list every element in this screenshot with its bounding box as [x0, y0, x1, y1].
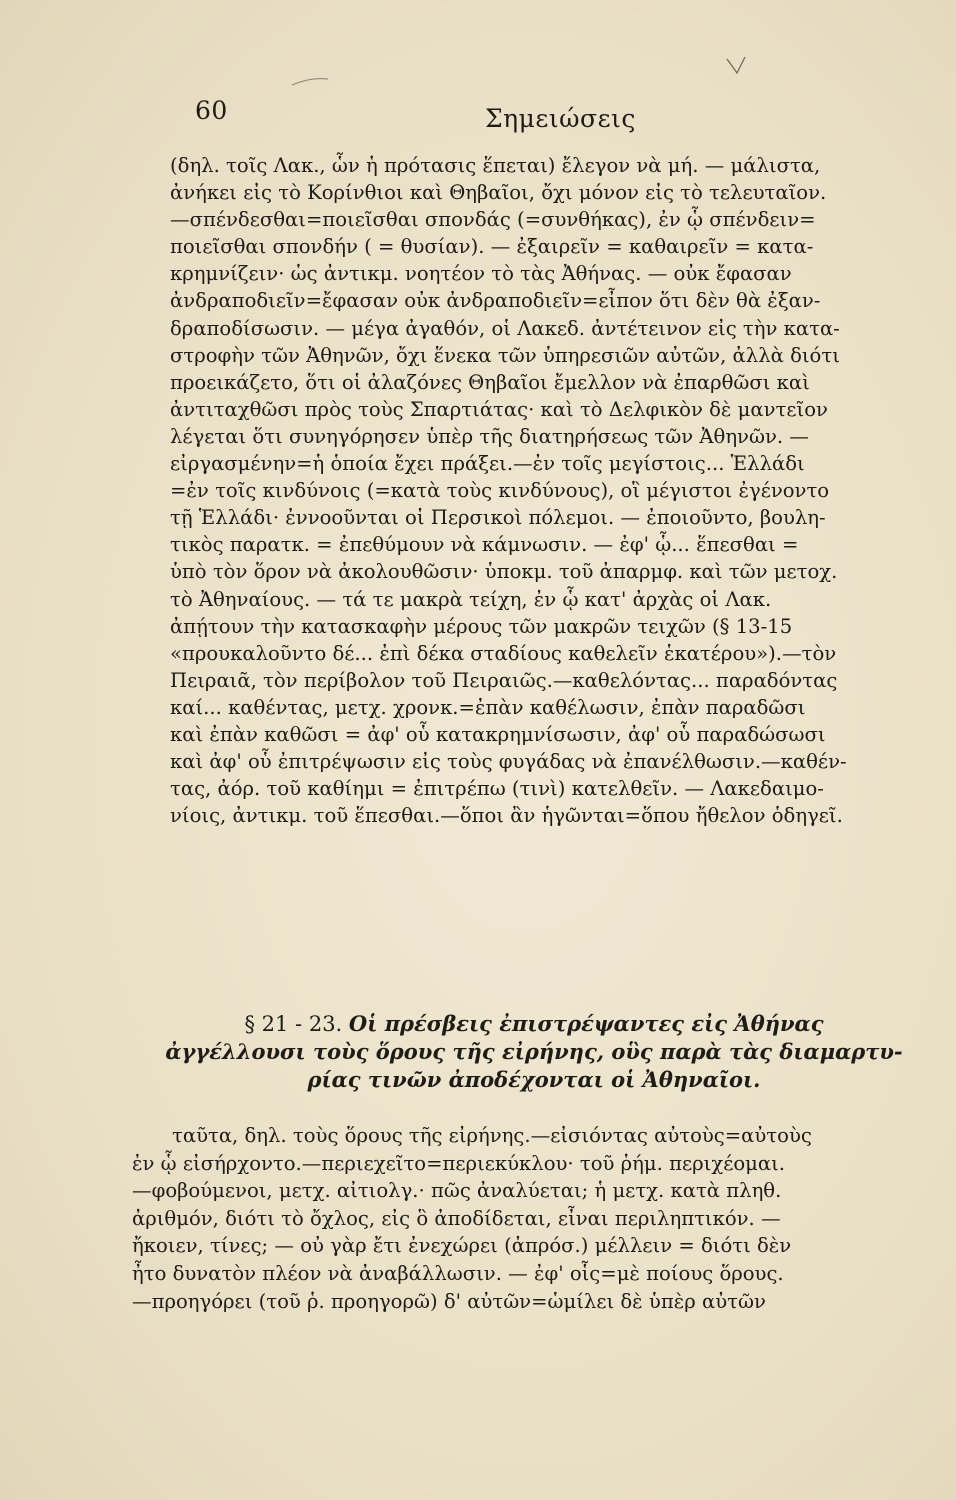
section-body — [132, 1122, 884, 1315]
text-line: τας, ἀόρ. τοῦ καθίημι = ἐπιτρέπω (τινὶ) κατελθεῖν. — Λακεδαιμο- — [170, 777, 824, 801]
text-line: ἤκοιεν, τίνες; — οὐ γὰρ ἔτι ἐνεχώρει (ἀπρόσ.) μέλλειν = διότι δὲν — [132, 1234, 792, 1258]
page-number: 60 — [195, 96, 228, 125]
text-line: ἦτο δυνατὸν πλέον νὰ ἀναβάλλωσιν. — ἐφ' οἷς=μὲ ποίους ὅρους. — [132, 1261, 784, 1285]
section-title-line: ἀγγέλλουσι τοὺς ὅρους τῆς εἰρήνης, οὓς παρὰ τὰς διαμαρτυ- — [165, 1039, 903, 1064]
text-line: ἀνδραποδιεῖν=ἔφασαν οὐκ ἀνδραποδιεῖν=εἶπον ὅτι δὲν θὰ ἐξαν- — [170, 289, 821, 313]
text-line: νίοις, ἀντικμ. τοῦ ἕπεσθαι.—ὅποι ἂν ἡγῶνται=ὅπου ἤθελον ὁδηγεῖ. — [170, 804, 843, 828]
text-line: καὶ ἐπὰν καθῶσι = ἀφ' οὗ κατακρημνίσωσιν, ἀφ' οὗ παραδώσωσι — [170, 722, 826, 746]
text-line: τικὸς παρατκ. = ἐπεθύμουν νὰ κάμνωσιν. — ἐφ' ᾧ... ἕπεσθαι = — [170, 533, 799, 557]
text-line: =ἐν τοῖς κινδύνοις (=κατὰ τοὺς κινδύνους), οἳ μέγιστοι ἐγένοντο — [170, 479, 830, 503]
pencil-stroke — [290, 75, 330, 87]
text-line: κρημνίζειν· ὡς ἀντικμ. νοητέον τὸ τὰς Ἀθήνας. — οὐκ ἔφασαν — [170, 262, 792, 286]
section-number: § 21 - 23. — [244, 1012, 343, 1036]
text-line: ποιεῖσθαι σπονδήν ( = θυσίαν). — ἐξαιρεῖν = καθαιρεῖν = κατα- — [170, 235, 814, 259]
text-line: στροφὴν τῶν Ἀθηνῶν, ὄχι ἕνεκα τῶν ὑπηρεσιῶν αὐτῶν, ἀλλὰ διότι — [170, 343, 840, 367]
text-line: ἀνήκει εἰς τὸ Κορίνθιοι καὶ Θηβαῖοι, ὄχι μόνον εἰς τὸ τελευταῖον. — [170, 181, 827, 205]
text-line: ταῦτα, δηλ. τοὺς ὅρους τῆς εἰρήνης.—εἰσιόντας αὐτοὺς=αὐτοὺς — [172, 1124, 812, 1147]
running-title: Σημειώσεις — [485, 104, 636, 133]
text-line: τῇ Ἑλλάδι· ἐννοοῦνται οἱ Περσικοὶ πόλεμοι. — ἐποιοῦντο, βουλη- — [170, 506, 826, 530]
text-line: «προυκαλοῦντο δέ... ἐπὶ δέκα σταδίους καθελεῖν ἑκατέρου»).—τὸν — [170, 641, 837, 665]
text-line: προεικάζετο, ὅτι οἱ ἀλαζόνες Θηβαῖοι ἔμελλον νὰ ἐπαρθῶσι καὶ — [170, 370, 810, 394]
text-line: καί... καθέντας, μετχ. χρονκ.=ἐπὰν καθέλωσιν, ἐπὰν παραδῶσι — [170, 695, 806, 719]
text-line: Πειραιᾶ, τὸν περίβολον τοῦ Πειραιῶς.—καθελόντας... παραδόντας — [170, 668, 838, 692]
text-line: λέγεται ὅτι συνηγόρησεν ὑπὲρ τῆς διατηρήσεως τῶν Ἀθηνῶν. — — [170, 424, 809, 448]
text-line: εἰργασμένην=ἡ ὁποία ἔχει πράξει.—ἐν τοῖς μεγίστοις... Ἑλλάδι — [170, 452, 805, 476]
page-header — [195, 96, 915, 136]
text-line: ἀπῄτουν τὴν κατασκαφὴν μέρους τῶν μακρῶν τειχῶν (§ 13-15 — [170, 614, 793, 638]
text-line: ὑπὸ τὸν ὅρον νὰ ἀκολουθῶσιν· ὑποκμ. τοῦ ἀπαρμφ. καὶ τῶν μετοχ. — [170, 560, 838, 584]
text-line: καὶ ἀφ' οὗ ἐπιτρέψωσιν εἰς τοὺς φυγάδας νὰ ἐπανέλθωσιν.—καθέν- — [170, 750, 847, 774]
text-line: τὸ Ἀθηναίους. — τά τε μακρὰ τείχη, ἐν ᾧ κατ' ἀρχὰς οἱ Λακ. — [170, 587, 772, 611]
pencil-mark — [725, 55, 747, 77]
section-title-line: Οἱ πρέσβεις ἐπιστρέψαντες εἰς Ἀθήνας — [348, 1011, 824, 1036]
text-line: —προηγόρει (τοῦ ῥ. προηγορῶ) δ' αὐτῶν=ὡμίλει δὲ ὑπὲρ αὐτῶν — [132, 1289, 766, 1313]
section-heading — [158, 1010, 910, 1094]
text-line: —φοβούμενοι, μετχ. αἰτιολγ.· πῶς ἀναλύεται; ἡ μετχ. κατὰ πληθ. — [132, 1179, 782, 1203]
section-title-line: ρίας τινῶν ἀποδέχονται οἱ Ἀθηναῖοι. — [307, 1067, 761, 1092]
text-line: δραποδίσωσιν. — μέγα ἀγαθόν, οἱ Λακεδ. ἀντέτεινον εἰς τὴν κατα- — [170, 316, 840, 340]
notes-body — [170, 152, 908, 829]
text-line: ἀντιταχθῶσι πρὸς τοὺς Σπαρτιάτας· καὶ τὸ Δελφικὸν δὲ μαντεῖον — [170, 397, 828, 421]
text-line: (δηλ. τοῖς Λακ., ὧν ἡ πρότασις ἕπεται) ἔλεγον νὰ μή. — μάλιστα, — [170, 154, 821, 177]
text-line: ἀριθμόν, διότι τὸ ὄχλος, εἰς ὃ ἀποδίδεται, εἶναι περιληπτικόν. — — [132, 1206, 781, 1230]
text-line: —σπένδεσθαι=ποιεῖσθαι σπονδάς (=συνθήκας), ἐν ᾧ σπένδειν= — [170, 208, 816, 232]
text-line: ἐν ᾧ εἰσήρχοντο.—περιεχεῖτο=περιεκύκλου· τοῦ ῥήμ. περιχέομαι. — [132, 1151, 786, 1175]
